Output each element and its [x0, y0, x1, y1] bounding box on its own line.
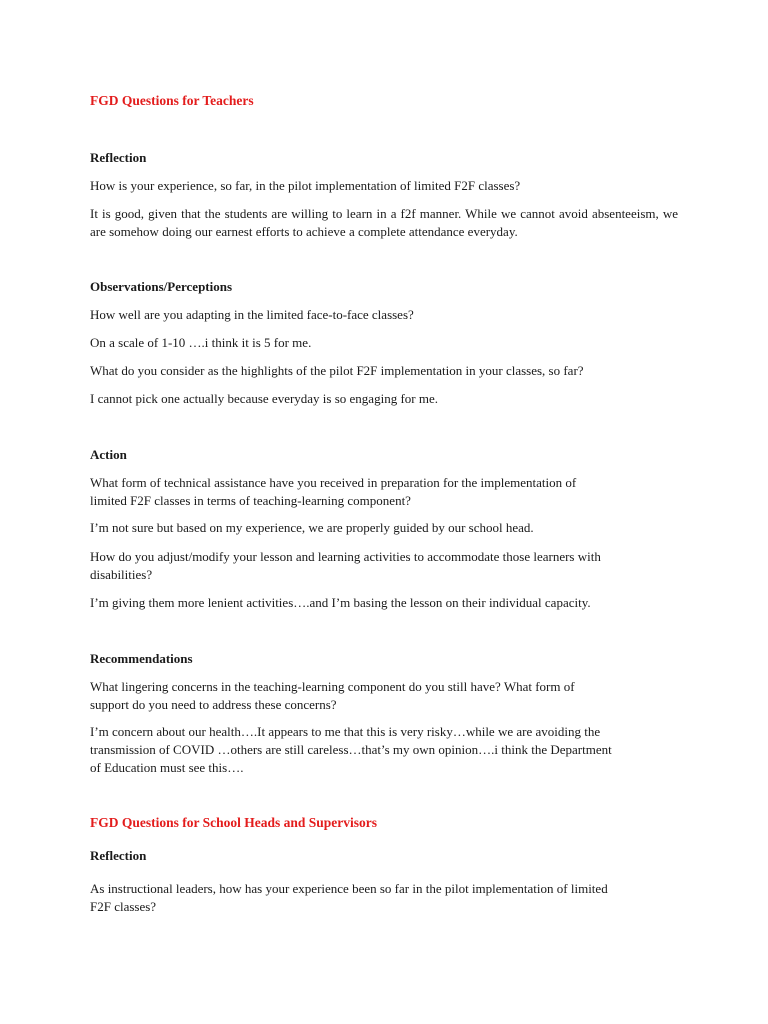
question-text: How do you adjust/modify your lesson and learning activities to accommodate those learners with	[90, 549, 601, 564]
question-text: What lingering concerns in the teaching-learning component do you still have? What form of	[90, 679, 575, 694]
answer-text: of Education must see this….	[90, 760, 244, 775]
answer-text: transmission of COVID …others are still careless…that’s my own opinion….i think the Department	[90, 742, 612, 757]
answer-text: I’m not sure but based on my experience, we are properly guided by our school head.	[90, 520, 534, 535]
question-text: What form of technical assistance have you received in preparation for the implementation of	[90, 475, 577, 490]
subheading-action: Action	[90, 447, 127, 462]
answer-text: I’m concern about our health….It appears to me that this is very risky…while we are avoiding the	[90, 724, 601, 739]
question-text: As instructional leaders, how has your experience been so far in the pilot implementation of limited	[90, 881, 608, 896]
question-text: disabilities?	[90, 567, 153, 582]
question-text: How is your experience, so far, in the pilot implementation of limited F2F classes?	[90, 178, 521, 193]
question-text: What do you consider as the highlights of the pilot F2F implementation in your classes, so far?	[90, 363, 584, 378]
subheading-observations: Observations/Perceptions	[90, 279, 233, 294]
section-title-teachers: FGD Questions for Teachers	[90, 93, 254, 108]
question-text: limited F2F classes in terms of teaching-learning component?	[90, 493, 411, 508]
subheading-reflection: Reflection	[90, 150, 147, 165]
subheading-reflection: Reflection	[90, 848, 147, 863]
subheading-recommendations: Recommendations	[90, 651, 193, 666]
question-text: F2F classes?	[90, 899, 157, 914]
answer-text: On a scale of 1-10 ….i think it is 5 for me.	[90, 335, 312, 350]
question-text: How well are you adapting in the limited face-to-face classes?	[90, 307, 414, 322]
answer-text: I’m giving them more lenient activities….and I’m basing the lesson on their individual capacity.	[90, 595, 591, 610]
answer-text: It is good, given that the students are willing to learn in a f2f manner. While we cannot avoid absenteeism, we are somehow doing our earnest efforts to achieve a complete attendance everyday.	[90, 206, 678, 239]
answer-text: I cannot pick one actually because everyday is so engaging for me.	[90, 391, 438, 406]
section-title-school-heads: FGD Questions for School Heads and Supervisors	[90, 815, 378, 830]
question-text: support do you need to address these concerns?	[90, 697, 337, 712]
